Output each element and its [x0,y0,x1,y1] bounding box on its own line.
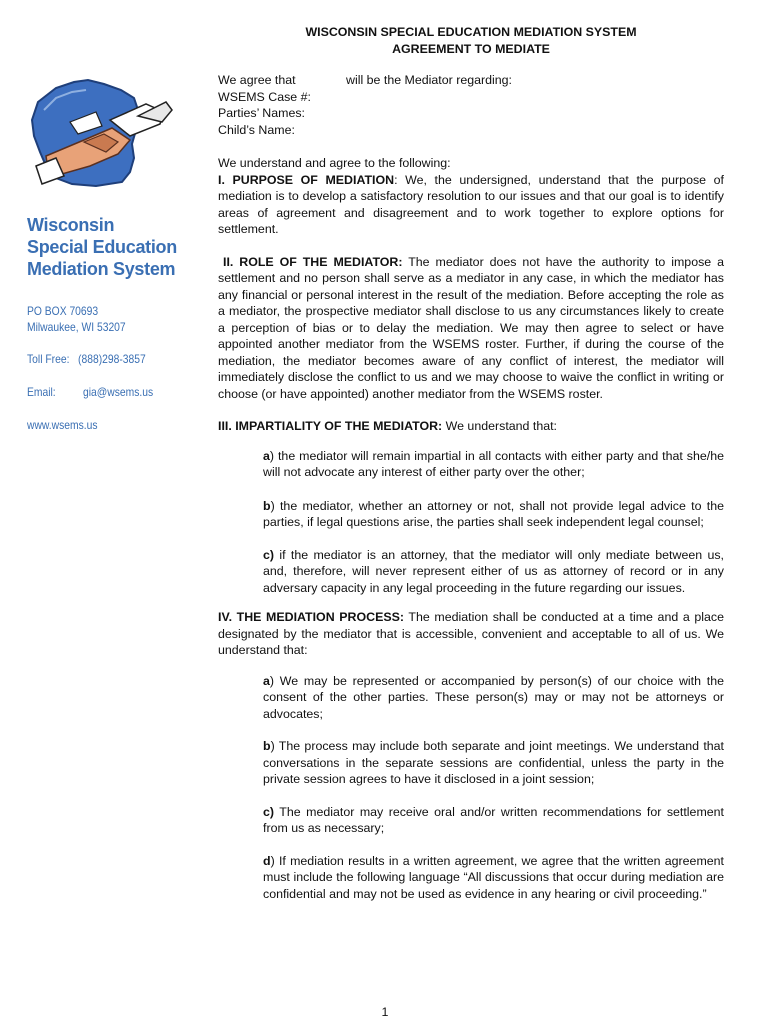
item-text: ) If mediation results in a written agreement, we agree that the written agreement must include the following language “All discussions that occur during mediation are confidential and may not be used as evidence in any hearing or civil proceeding.” [263,853,724,901]
process-item-c [263,804,724,837]
mediator-regarding-label: will be the Mediator regarding: [346,73,512,87]
wisconsin-handshake-logo [26,70,176,200]
section-purpose-title: I. PURPOSE OF MEDIATION [218,172,395,187]
process-item-d [263,853,724,903]
section-purpose [218,172,724,238]
organization-name [27,214,207,280]
impartiality-item-c [263,547,724,597]
section-role [218,254,724,403]
impartiality-item-a [263,448,724,481]
item-label: c) [263,804,275,819]
org-name-line2: Special Education [27,237,177,257]
item-label: a [263,673,270,688]
item-text: ) the mediator, whether an attorney or not, shall not provide legal advice to the parties, if legal questions arise, the parties shall seek independent legal counsel; [263,498,724,529]
item-text: ) the mediator will remain impartial in all contacts with either party and that she/he will not advocate any interest of either party over the other; [263,448,724,479]
understand-statement: We understand and agree to the following: [218,156,451,170]
section-purpose-text: : We, the undersigned, understand that the purpose of mediation is to develop a satisfactory resolution to our issues and that our goal is to identify areas of agreement and disagreement and to work together to explore options for settlement. [218,172,724,236]
email-label: Email: [27,385,56,399]
city-address: Milwaukee, WI 53207 [27,320,126,334]
section-impartiality [218,418,724,435]
section-process-text: The mediation shall be conducted at a time and a place designated by the mediator that is accessible, convenient and acceptable to all of us. We understand that: [218,610,724,657]
section-process [218,609,724,659]
item-label: c) [263,547,275,562]
document-subtitle: AGREEMENT TO MEDIATE [392,42,550,56]
section-process-title: IV. THE MEDIATION PROCESS: [218,610,404,624]
item-label: a [263,448,270,463]
po-box: PO BOX 70693 [27,304,99,318]
item-text: if the mediator is an attorney, that the mediator will only mediate between us, and, therefore, will never represent either of us as attorney of record or in any adversary capacity in any legal proceeding in the future regarding our issues. [263,547,724,595]
page-number: 1 [381,1005,389,1019]
process-item-b [263,738,724,788]
section-impartiality-title: III. IMPARTIALITY OF THE MEDIATOR: [218,419,443,433]
item-label: b [263,739,271,753]
we-agree-label: We agree that [218,73,296,87]
process-item-a [263,673,724,723]
childs-name-label: Child’s Name: [218,122,295,137]
toll-free-phone: Toll Free: (888)298-3857 [27,352,146,366]
agreement-body [218,72,724,902]
item-text: The mediator may receive oral and/or written recommendations for settlement from us as necessary; [263,804,724,835]
section-role-title: II. ROLE OF THE MEDIATOR: [223,254,403,269]
org-name-line1: Wisconsin [27,215,115,235]
item-text: ) The process may include both separate and joint meetings. We understand that conversations in the separate sessions are confidential, unless the party in the private session agrees to have it disclosed in a joint session; [263,739,724,786]
document-title: WISCONSIN SPECIAL EDUCATION MEDIATION SYSTEM [305,25,637,39]
email-link[interactable]: gia@wsems.us [83,385,154,399]
impartiality-item-b [263,498,724,531]
mediator-line [218,72,724,89]
org-name-line3: Mediation System [27,259,176,279]
parties-names-label: Parties’ Names: [218,106,305,120]
item-label: d [263,853,271,868]
website-link[interactable]: www.wsems.us [27,418,98,432]
item-text: ) We may be represented or accompanied by person(s) of our choice with the consent of the other parties. These person(s) may or may not be attorneys or advocates; [263,673,724,721]
section-impartiality-text: We understand that: [442,419,557,433]
case-number-label: WSEMS Case #: [218,89,311,104]
item-label: b [263,498,271,513]
section-role-text: The mediator does not have the authority to impose a settlement and no person shall serve as a mediator in any case, in which the mediator has any financial or personal interest in the result of the mediation. Before accepting the role as a mediator, the prospective mediator shall disclose to us any circumstances likely to create a perception of bias or to delay the mediation. We may then agree to select or have appointed another mediator from the WSEMS roster. Further, if during the course of the mediation, the mediator becomes aware of any conflict of interest, the mediator will immediately disclose the conflict to us and we may choose to waive the conflict in writing or choose (or have appointed) another mediator from the WSEMS roster. [218,254,724,401]
